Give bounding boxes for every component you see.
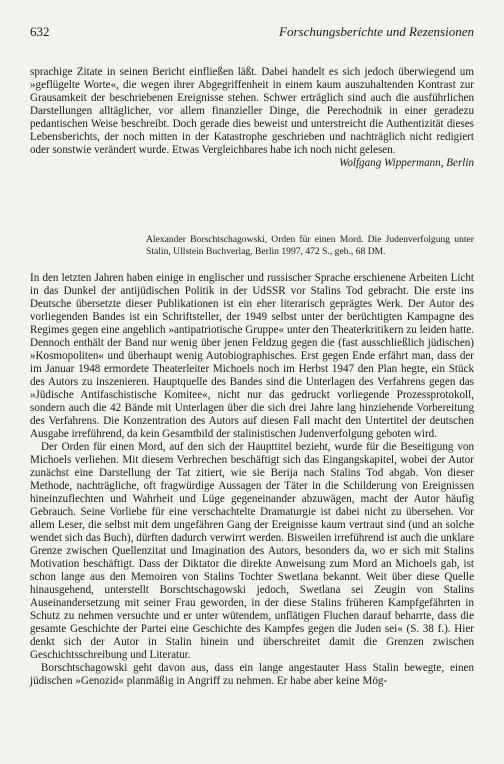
review-paragraph: Der Orden für einen Mord, auf den sich der Haupttitel bezieht, wurde für die Beseitigung von Michoels verliehen. Mit diesem Verbrechen beschäftigt sich das Eingangskapitel, wobei der Autor zunächst eine Darstellung der Tat zitiert, wie sie Berija nach Stalins Tod abgab. Von dieser Methode, nachträgliche, oft fragwürdige Aussagen der Täter in die Schilderung von Ereignissen hineinzuflechten und Wahrheit und Lüge gegeneinander abzuwägen, macht der Autor häufig Gebrauch. Seine Vorliebe für eine verschachtelte Dramaturgie ist dabei nicht zu übersehen. Vor allem Leser, die selbst mit dem ungefähren Gang der Ereignisse kaum vertraut sind (und an solche wendet sich das Buch), dürften dadurch verwirrt werden. Bisweilen irreführend ist auch die unklare Grenze zwischen Quellenzitat und Imagination des Autors, besonders da, wo er sich mit Stalins Motivation beschäftigt. Dass der Diktator die direkte Anweisung zum Mord an Michoels gab, ist schon lange aus den Memoiren von Stalins Tochter Swetlana bekannt. Weit über diese Quelle hinausgehend, unterstellt Borschtschagowski jedoch, Swetlana sei Zeugin von Stalins Auseinandersetzung mit seiner Frau geworden, in der diese Stalins früheren Kampfgefährten in Schutz zu nehmen versuchte und er unter wütendem, unflätigen Fluchen darauf beharrte, dass die gesamte Geschichte der Partei eine Geschichte des Kampfes gegen die Juden sei« (S. 38 f.). Hier denkt sich der Autor in Stalin hinein und überschreitet damit die Grenzen zwischen Geschichtsschreibung und Literatur. bbox=[30, 441, 474, 661]
previous-review-paragraph: sprachige Zitate in seinen Bericht einfließen läßt. Dabei handelt es sich jedoch überwiegend um »geflügelte Worte«, die wegen ihrer Abgegriffenheit in einem kaum auszuhaltenden Kontrast zur Grausamkeit der beschriebenen Ereignisse stehen. Schwer erträglich sind auch die ausführlichen Darstellungen alltäglicher, vor allem finanzieller Dinge, die Perechodnik in einer geradezu pedantischen Weise beschreibt. Doch gerade dies beweist und unterstreicht die Authentizität dieses Lebensberichts, der noch mitten in der Katastrophe geschrieben und nachträglich nicht redigiert oder sonstwie verändert wurde. Etwas Vergleichbares habe ich noch nicht gelesen. bbox=[30, 66, 474, 156]
page-number: 632 bbox=[30, 24, 50, 39]
previous-review-ending bbox=[30, 66, 474, 170]
book-citation: Alexander Borschtschagowski, Orden für einen Mord. Die Judenverfolgung unter Stalin, Ullstein Buchverlag, Berlin 1997, 472 S., geb., 68 DM. bbox=[146, 234, 474, 257]
running-title: Forschungsberichte und Rezensionen bbox=[279, 24, 474, 39]
review-paragraph: Borschtschagowski geht davon aus, dass ein lange angestauter Hass Stalin bewegte, einen jüdischen »Genozid« planmäßig in Angriff zu nehmen. Er habe aber keine Mög- bbox=[30, 662, 474, 687]
review-paragraph: In den letzten Jahren haben einige in englischer und russischer Sprache erschienene Arbeiten Licht in das Dunkel der antijüdischen Politik in der UdSSR vor Stalins Tod gebracht. Die erste ins Deutsche übersetzte dieser Publikationen ist ein eher literarisch geprägtes Werk. Der Autor des vorliegenden Bandes ist ein Schriftsteller, der 1949 selbst unter der berüchtigten Kampagne des Regimes gegen eine angeblich »antipatriotische Gruppe« unter den Theaterkritikern zu leiden hatte. Dennoch enthält der Band nur wenig über jenen Feldzug gegen die (fast ausschließlich jüdischen) »Kosmopoliten« und überhaupt wenig Autobiographisches. Erst gegen Ende erfährt man, dass der im Januar 1948 ermordete Theaterleiter Michoels noch im Herbst 1947 den Plan hegte, ein Stück des Autors zu inszenieren. Hauptquelle des Bandes sind die Unterlagen des Verfahrens gegen das »Jüdische Antifaschistische Komitee«, nicht nur das gedruckt vorliegende Prozessprotokoll, sondern auch die 42 Bände mit Unterlagen über die sich drei Jahre lang hinziehende Vorbereitung des Verfahrens. Die Konzentration des Autors auf diesen Fall macht den Untertitel der deutschen Ausgabe irreführend, da kein Gesamtbild der stalinistischen Judenverfolgung geboten wird. bbox=[30, 272, 474, 440]
review-body bbox=[30, 272, 474, 688]
reviewer-signature: Wolfgang Wippermann, Berlin bbox=[339, 157, 474, 169]
page-header bbox=[30, 24, 474, 42]
